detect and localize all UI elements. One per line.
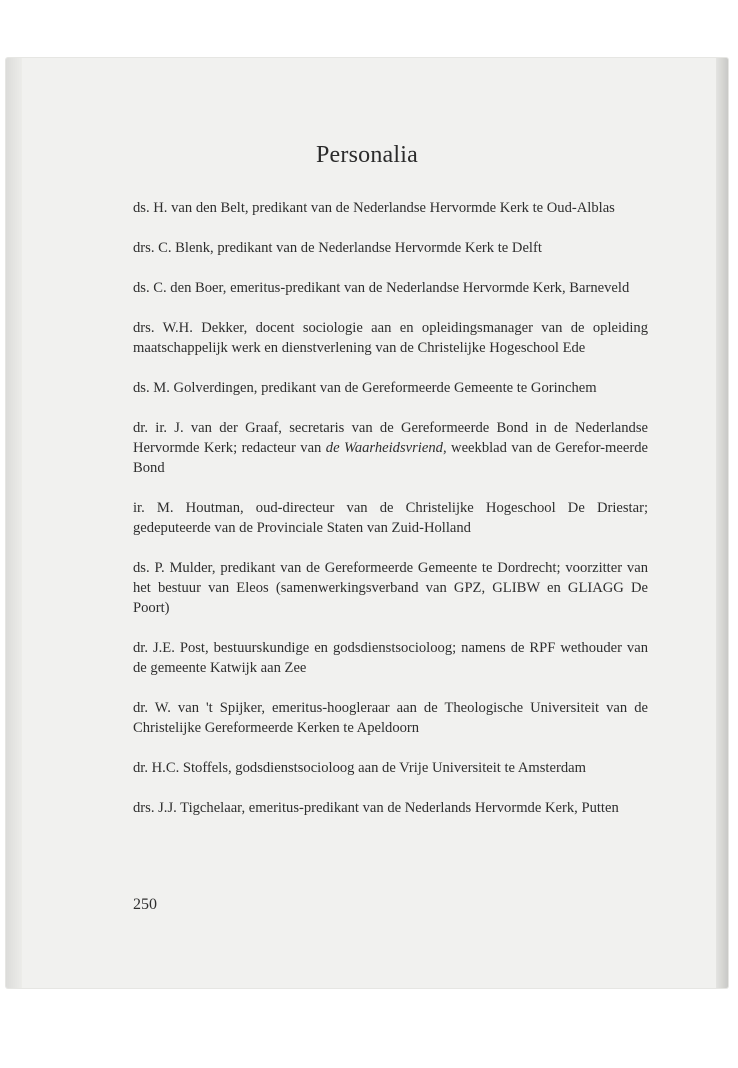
personalia-entry: dr. J.E. Post, bestuurskundige en godsdienstsocioloog; namens de RPF wethouder van de gemeente Katwijk aan Zee xyxy=(133,640,648,676)
personalia-entry: dr. H.C. Stoffels, godsdienstsocioloog aan de Vrije Universiteit te Amsterdam xyxy=(133,760,586,776)
personalia-entry: ds. P. Mulder, predikant van de Gereformeerde Gemeente te Dordrecht; voorzitter van het bestuur van Eleos (samenwerkingsverband van GPZ, GLIBW en GLIAGG De Poort) xyxy=(133,560,648,616)
personalia-entry xyxy=(133,418,648,478)
page-edge-left xyxy=(6,58,22,988)
personalia-entry: ds. H. van den Belt, predikant van de Nederlandse Hervormde Kerk te Oud-Alblas xyxy=(133,200,615,216)
page-edge-right xyxy=(716,58,728,988)
entry-text: dr. ir. J. van der Graaf, secretaris van de Gereformeerde Bond in de Nederlandse Hervormde Kerk; redacteur van xyxy=(133,420,648,456)
entry-text: , weekblad van de Gerefor-meerde Bond xyxy=(133,440,648,476)
personalia-entry: ir. M. Houtman, oud-directeur van de Christelijke Hogeschool De Driestar; gedeputeerde van de Provinciale Staten van Zuid-Holland xyxy=(133,500,648,536)
page-title: Personalia xyxy=(316,142,418,168)
page-number: 250 xyxy=(133,896,157,913)
personalia-entry: drs. J.J. Tigchelaar, emeritus-predikant van de Nederlands Hervormde Kerk, Putten xyxy=(133,800,619,816)
personalia-entry: drs. W.H. Dekker, docent sociologie aan en opleidingsmanager van de opleiding maatschappelijk werk en dienstverlening van de Christelijke Hogeschool Ede xyxy=(133,320,648,356)
personalia-entry: ds. C. den Boer, emeritus-predikant van de Nederlandse Hervormde Kerk, Barneveld xyxy=(133,280,630,296)
personalia-entry: ds. M. Golverdingen, predikant van de Gereformeerde Gemeente te Gorinchem xyxy=(133,380,597,396)
personalia-entry: drs. C. Blenk, predikant van de Nederlandse Hervormde Kerk te Delft xyxy=(133,240,542,256)
book-page xyxy=(6,58,728,988)
publication-title: de Waarheidsvriend xyxy=(325,440,443,456)
personalia-list xyxy=(133,198,648,838)
personalia-entry: dr. W. van 't Spijker, emeritus-hoogleraar aan de Theologische Universiteit van de Christelijke Gereformeerde Kerken te Apeldoorn xyxy=(133,700,648,736)
